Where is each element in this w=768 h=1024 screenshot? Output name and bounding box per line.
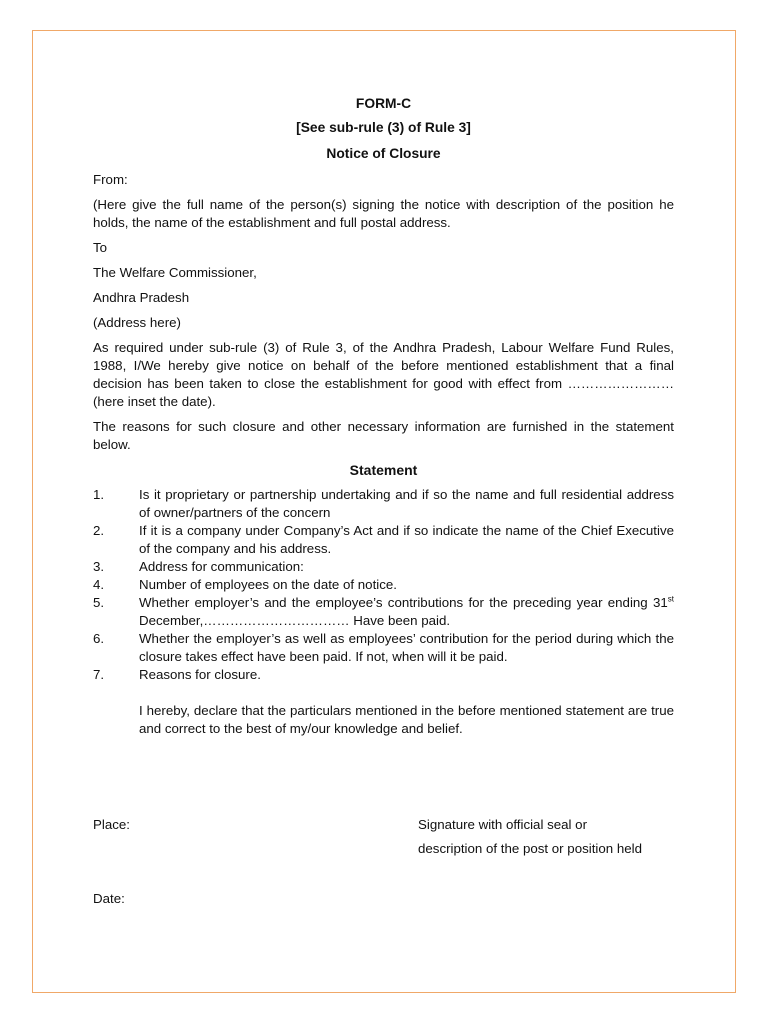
list-item (93, 666, 674, 684)
to-label: To (93, 240, 108, 255)
from-instruction: (Here give the full name of the person(s) signing the notice with description of the position he holds, the name of the establishment and full postal address. (93, 197, 674, 230)
item-text: Address for communication: (139, 559, 304, 574)
item-text: Reasons for closure. (139, 667, 261, 682)
item-text (139, 594, 674, 630)
body-paragraph-2: The reasons for such closure and other necessary information are furnished in the statement below. (93, 419, 674, 452)
addressee-line-1: The Welfare Commissioner, (93, 265, 257, 280)
item-text: Whether the employer’s as well as employees’ contribution for the period during which the closure takes effect have been paid. If not, when will it be paid. (139, 631, 674, 664)
signature-line-2: description of the post or position held (418, 841, 642, 856)
notice-title: Notice of Closure (326, 146, 441, 161)
place-label: Place: (93, 817, 130, 832)
statement-list (93, 486, 674, 684)
item-text-before: Whether employer’s and the employee’s contributions for the preceding year ending 31 (139, 595, 668, 610)
addressee-line-2: Andhra Pradesh (93, 290, 190, 305)
list-item (93, 594, 674, 630)
ordinal-suffix: st (667, 594, 674, 604)
place-signature-row (93, 816, 674, 834)
item-text-after: December,…………………………… Have been paid. (139, 613, 451, 628)
list-item (93, 558, 674, 576)
item-number: 7. (93, 667, 105, 682)
item-number: 2. (93, 523, 105, 538)
declaration: I hereby, declare that the particulars mentioned in the before mentioned statement are true and correct to the best of my/our knowledge and belief. (139, 703, 674, 736)
subrule-reference: [See sub-rule (3) of Rule 3] (296, 120, 471, 135)
signature-line-1: Signature with official seal or (418, 817, 588, 832)
body-paragraph-1: As required under sub-rule (3) of Rule 3, of the Andhra Pradesh, Labour Welfare Fund Rules, 1988, I/We hereby give notice on behalf of the before mentioned establishment that a final decision has been taken to close the establishment for good with effect from …………………… (here inset the date). (93, 340, 674, 409)
item-number: 5. (93, 595, 105, 610)
item-number: 3. (93, 559, 105, 574)
item-number: 4. (93, 577, 105, 592)
signature-row-2 (93, 840, 674, 858)
addressee-line-3: (Address here) (93, 315, 181, 330)
date-label: Date: (93, 891, 125, 906)
list-item (93, 576, 674, 594)
item-number: 1. (93, 487, 105, 502)
document-body (93, 95, 674, 908)
statement-title: Statement (349, 462, 418, 478)
form-title: FORM-C (355, 96, 412, 111)
item-number: 6. (93, 631, 105, 646)
list-item (93, 486, 674, 522)
list-item (93, 522, 674, 558)
item-text: Is it proprietary or partnership undertaking and if so the name and full residential address of owner/partners of the concern (139, 487, 674, 520)
item-text: Number of employees on the date of notice. (139, 577, 397, 592)
from-label: From: (93, 172, 128, 187)
item-text: If it is a company under Company’s Act and if so indicate the name of the Chief Executive of the company and his address. (139, 523, 674, 556)
list-item (93, 630, 674, 666)
